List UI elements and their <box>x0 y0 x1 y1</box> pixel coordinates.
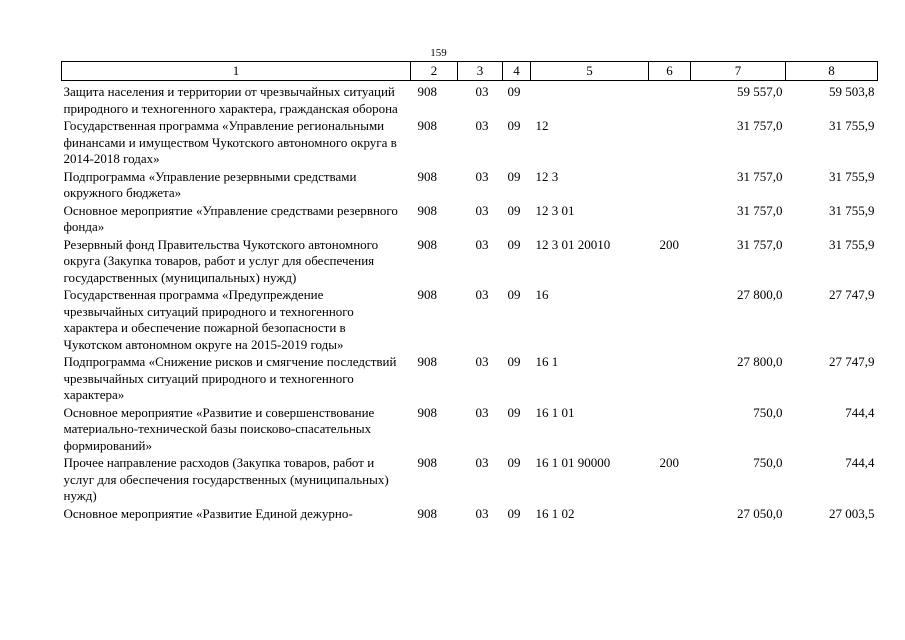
code-cell: 908 <box>417 505 437 521</box>
code-cell: 09 <box>507 84 521 99</box>
code-cell: 908 <box>417 404 437 420</box>
code-cell: 03 <box>475 404 489 420</box>
code-cell: 09 <box>507 202 521 218</box>
code-cell: 09 <box>507 505 521 521</box>
code-cell: 09 <box>507 236 521 252</box>
code-cell: 12 3 01 20010 <box>535 236 611 252</box>
row-name-cell: Резервный фонд Правительства Чукотского автономного округа (Закупка товаров, работ и услуг для обеспечения государственных (муниципальных) нужд) <box>63 236 379 285</box>
code-cell: 03 <box>475 84 489 99</box>
code-cell: 09 <box>507 118 521 133</box>
code-cell <box>649 353 691 404</box>
table-header-row <box>62 62 878 81</box>
row-name-cell: Государственная программа «Управление региональными финансами и имуществом Чукотского автономного округа в 2014-2018 годах» <box>63 118 397 166</box>
code-cell: 03 <box>475 118 489 133</box>
code-cell <box>649 168 691 202</box>
code-cell: 12 <box>535 118 549 133</box>
amount-cell: 31 757,0 <box>737 168 783 184</box>
row-name-cell: Подпрограмма «Снижение рисков и смягчение последствий чрезвычайных ситуаций природного и техногенного характера» <box>63 354 397 402</box>
amount-cell: 27 747,9 <box>829 354 875 369</box>
page-number: 159 <box>430 47 447 59</box>
code-cell: 03 <box>475 202 489 218</box>
table-row <box>62 81 878 118</box>
code-cell: 09 <box>507 287 521 302</box>
column-header: 1 <box>62 62 411 81</box>
row-name-cell: Подпрограмма «Управление резервными средствами окружного бюджета» <box>63 168 357 200</box>
code-cell: 908 <box>417 287 437 302</box>
code-cell: 908 <box>417 202 437 218</box>
amount-cell: 27 800,0 <box>737 354 783 369</box>
amount-cell: 27 050,0 <box>737 505 783 521</box>
table-row <box>62 236 878 287</box>
amount-cell: 31 755,9 <box>829 236 875 252</box>
row-name-cell: Прочее направление расходов (Закупка товаров, работ и услуг для обеспечения государственных (муниципальных) нужд) <box>63 455 389 503</box>
column-header: 6 <box>649 62 691 81</box>
code-cell: 200 <box>659 455 679 470</box>
amount-cell: 744,4 <box>845 455 875 470</box>
code-cell: 16 <box>535 287 549 302</box>
code-cell <box>649 404 691 455</box>
amount-cell: 31 757,0 <box>737 202 783 218</box>
amount-cell: 27 747,9 <box>829 287 875 302</box>
code-cell: 16 1 <box>535 354 559 369</box>
row-name-cell: Основное мероприятие «Развитие Единой дежурно- <box>63 505 353 521</box>
amount-cell: 31 757,0 <box>737 236 783 252</box>
table-row <box>62 353 878 404</box>
code-cell: 09 <box>507 455 521 470</box>
code-cell: 03 <box>475 287 489 302</box>
column-header: 8 <box>786 62 878 81</box>
column-header: 3 <box>458 62 503 81</box>
code-cell: 908 <box>417 118 437 133</box>
code-cell: 09 <box>507 168 521 184</box>
code-cell: 908 <box>417 84 437 99</box>
code-cell <box>649 505 691 523</box>
row-name-cell: Государственная программа «Предупреждение чрезвычайных ситуаций природного и техногенного характера и обеспечение пожарной безопасности в Чукотском автономном округе на 2015-2019 годы» <box>63 287 354 352</box>
code-cell: 908 <box>417 354 437 369</box>
code-cell: 908 <box>417 168 437 184</box>
table-row <box>62 286 878 353</box>
amount-cell: 27 800,0 <box>737 287 783 302</box>
code-cell: 09 <box>507 354 521 369</box>
code-cell: 12 3 <box>535 168 559 184</box>
amount-cell: 59 557,0 <box>737 84 783 99</box>
amount-cell: 31 757,0 <box>737 118 783 133</box>
amount-cell: 744,4 <box>845 404 875 420</box>
table-row <box>62 168 878 202</box>
table-row <box>62 404 878 455</box>
column-header: 2 <box>411 62 458 81</box>
code-cell: 09 <box>507 404 521 420</box>
column-header: 4 <box>503 62 531 81</box>
code-cell: 03 <box>475 455 489 470</box>
code-cell <box>649 81 691 118</box>
row-name-cell: Основное мероприятие «Развитие и совершенствование материально-технической базы поисково-спасательных формирований» <box>63 404 375 453</box>
code-cell <box>649 202 691 236</box>
amount-cell: 31 755,9 <box>829 168 875 184</box>
amount-cell: 31 755,9 <box>829 202 875 218</box>
amount-cell: 27 003,5 <box>829 505 875 521</box>
row-name-cell: Основное мероприятие «Управление средствами резервного фонда» <box>63 202 398 234</box>
code-cell <box>649 286 691 353</box>
budget-table <box>61 61 878 522</box>
code-cell: 16 1 01 <box>535 404 575 420</box>
table-row <box>62 202 878 236</box>
code-cell: 12 3 01 <box>535 202 575 218</box>
code-cell: 908 <box>417 455 437 470</box>
amount-cell: 750,0 <box>753 404 783 420</box>
amount-cell: 750,0 <box>753 455 783 470</box>
table-row <box>62 117 878 168</box>
table-row <box>62 505 878 523</box>
column-header: 5 <box>531 62 649 81</box>
code-cell: 16 1 01 90000 <box>535 455 611 470</box>
code-cell <box>649 117 691 168</box>
code-cell <box>531 81 649 118</box>
amount-cell: 31 755,9 <box>829 118 875 133</box>
row-name-cell: Защита населения и территории от чрезвычайных ситуаций природного и техногенного характера, гражданская оборона <box>63 84 398 116</box>
code-cell: 03 <box>475 505 489 521</box>
code-cell: 03 <box>475 236 489 252</box>
code-cell: 03 <box>475 168 489 184</box>
amount-cell: 59 503,8 <box>829 84 875 99</box>
code-cell: 200 <box>659 236 679 252</box>
code-cell: 16 1 02 <box>535 505 575 521</box>
code-cell: 03 <box>475 354 489 369</box>
column-header: 7 <box>691 62 786 81</box>
table-row <box>62 454 878 505</box>
code-cell: 908 <box>417 236 437 252</box>
